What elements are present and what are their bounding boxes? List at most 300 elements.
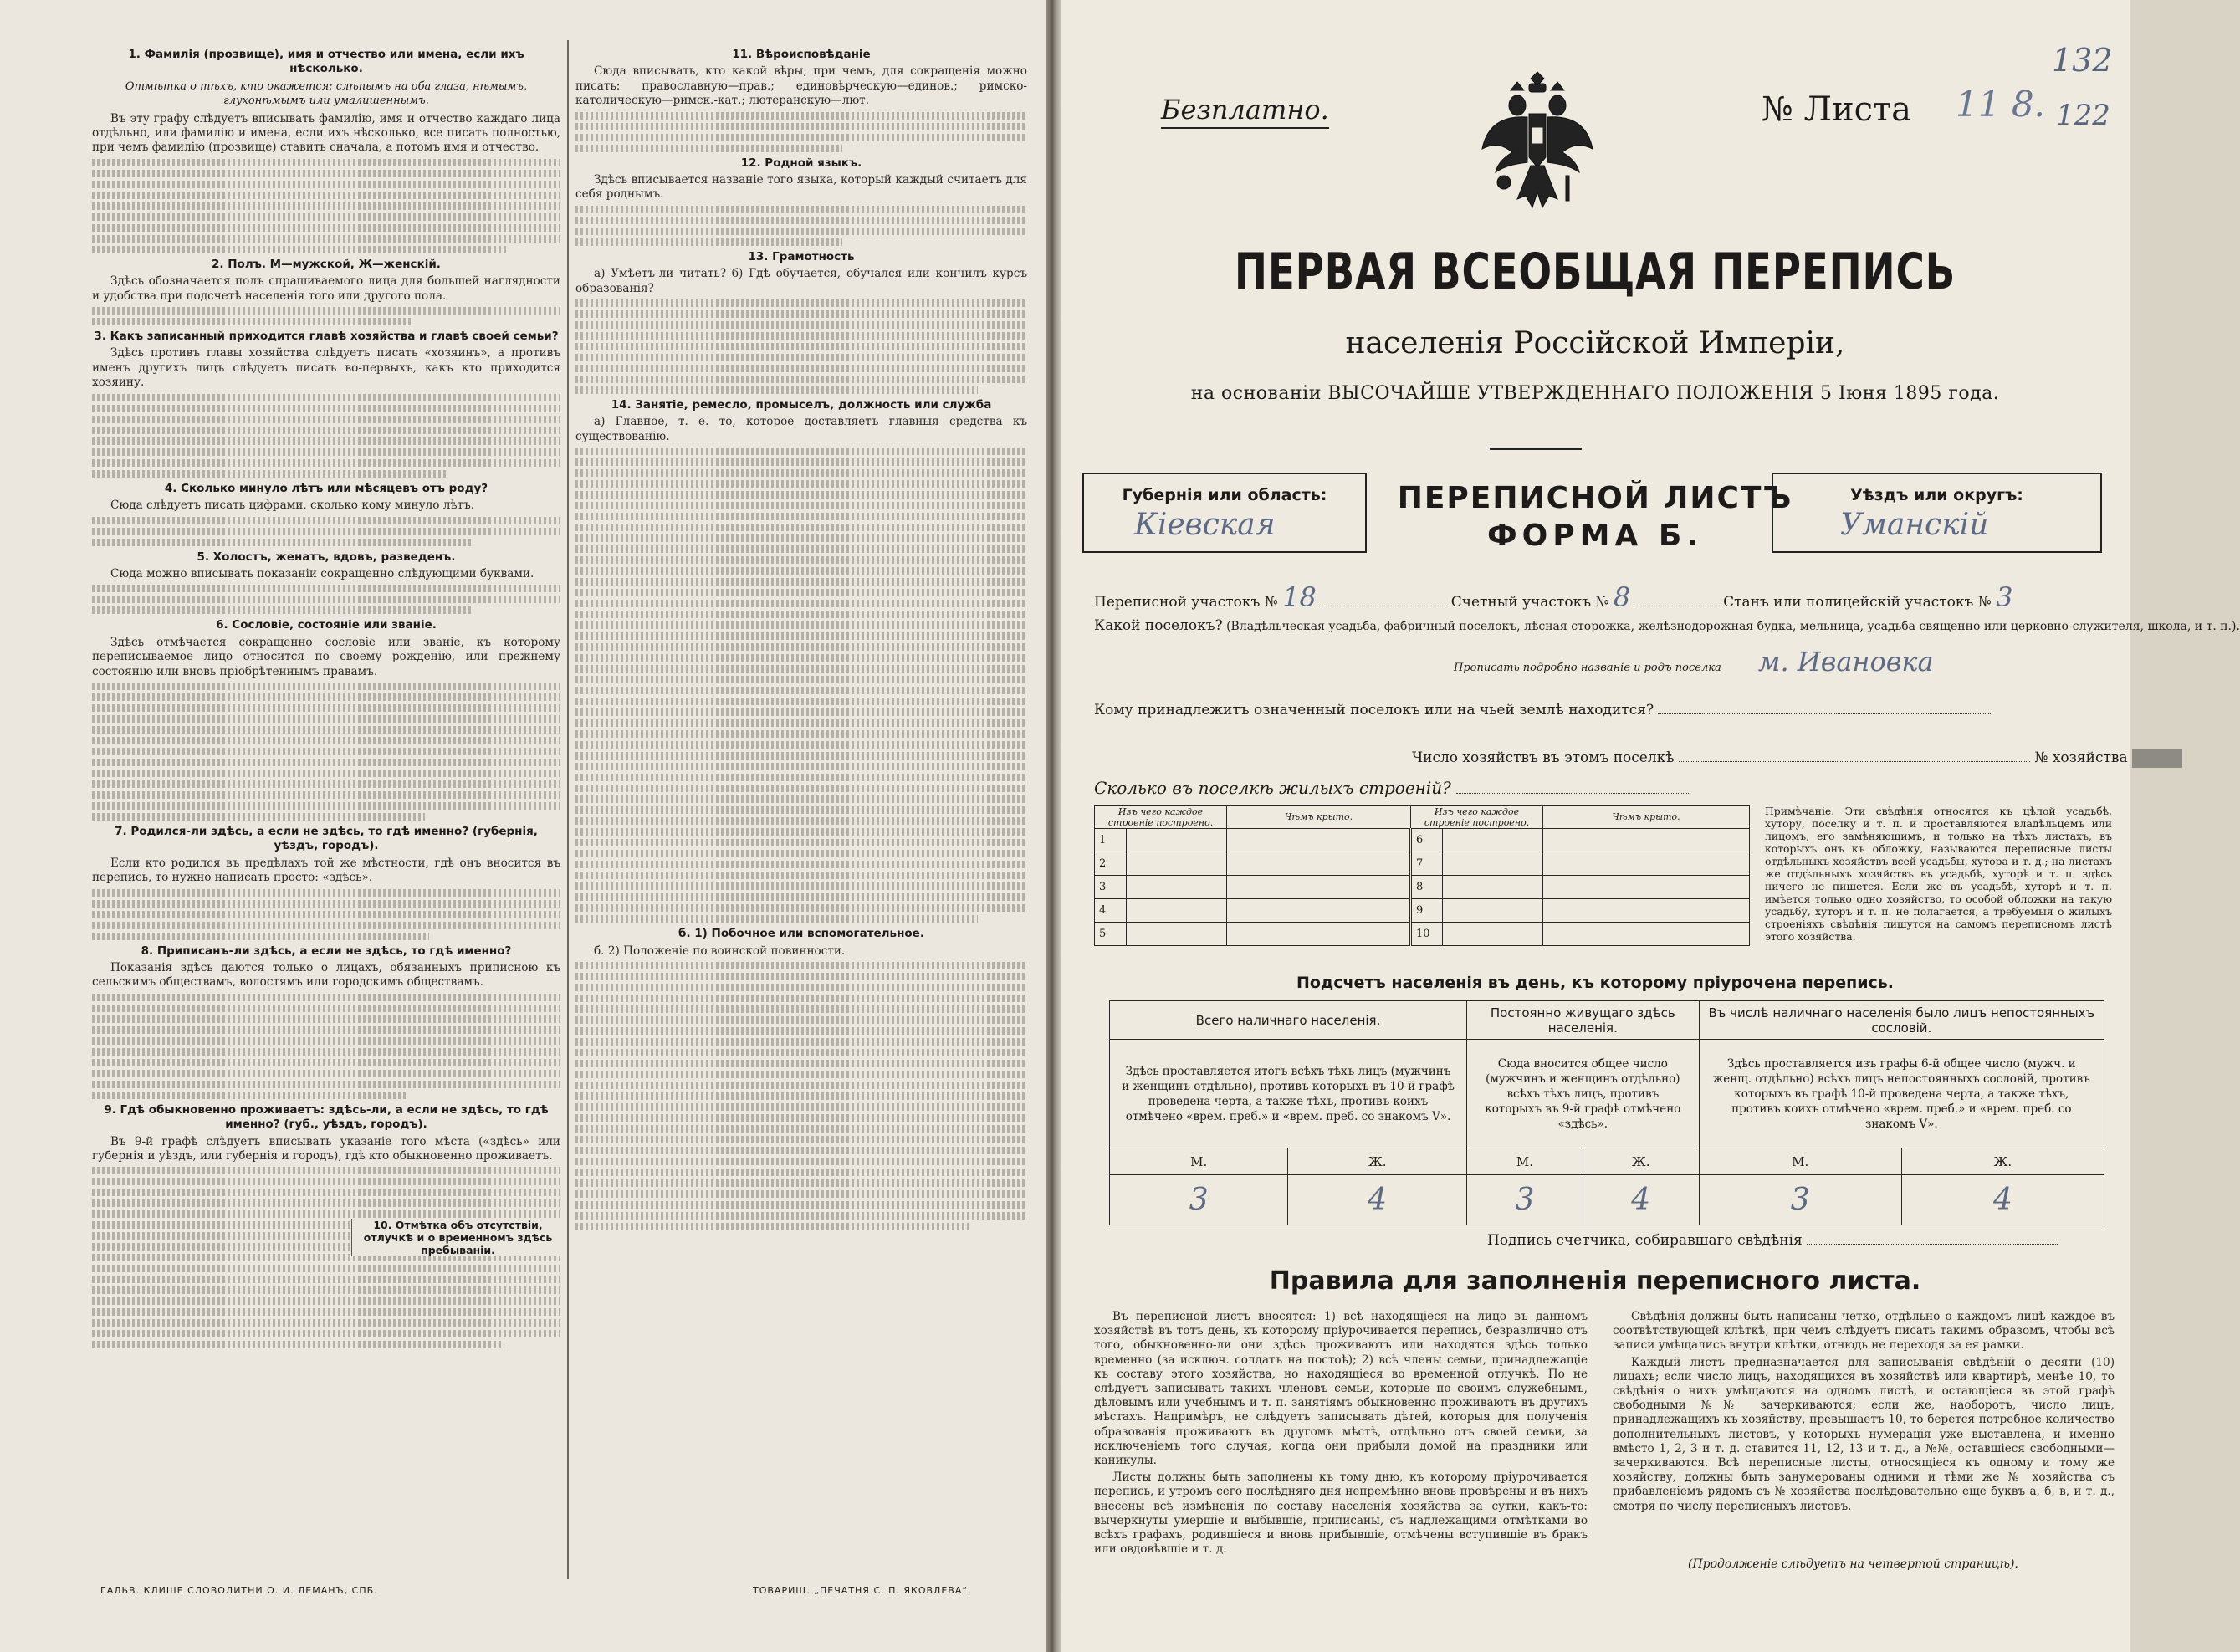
- section-body-lines: [92, 307, 560, 325]
- section-heading: 6. Сословіе, состояніе или званіе.: [216, 618, 437, 632]
- section-text: Здѣсь отмѣчается сокращенно сословіе или званіе, къ которому переписываемое лицо относится по своему рожденію, или прежнему состоянію или вновь пріобрѣтеннымъ правамъ.: [92, 635, 560, 678]
- settlement-hint-italic-line: [1454, 646, 1934, 678]
- cell[interactable]: [1127, 876, 1227, 899]
- text-line: [575, 984, 1027, 991]
- text-line: [575, 904, 1027, 912]
- owner-label: Кому принадлежитъ означенный поселокъ или на чьей землѣ находится?: [1094, 702, 1654, 719]
- section-text: Сюда слѣдуетъ писать цифрами, сколько кому минуло лѣтъ.: [110, 499, 475, 513]
- text-line: [575, 687, 1027, 694]
- table-row: [1095, 829, 1750, 852]
- buildings-header-roof-left: Чѣмъ крыто.: [1227, 806, 1411, 829]
- text-line: [575, 502, 1027, 509]
- instructions-page: [0, 0, 1046, 1652]
- settlement-hint: (Владѣльческая усадьба, фабричный поселокъ, лѣсная сторожка, желѣзнодорожная будка, мельница, усадьба священно или церковно-служителя, школа, и т. п.).: [1226, 620, 2240, 633]
- section-heading: 7. Родился-ли здѣсь, а если не здѣсь, то гдѣ именно? (губернія, уѣздъ, городъ).: [115, 824, 538, 853]
- table-row: [1095, 899, 1750, 923]
- text-line: [575, 1005, 1027, 1013]
- text-line: [92, 416, 560, 423]
- cell[interactable]: [1227, 852, 1411, 876]
- text-line: [575, 1136, 1027, 1143]
- text-line: [575, 1082, 1027, 1089]
- uezd-label: Уѣздъ или округъ:: [1850, 486, 2023, 504]
- text-line: [92, 770, 560, 777]
- text-line: [575, 915, 978, 923]
- rules-paragraph: Каждый листъ предназначается для записыванія свѣдѣній о десяти (10) лицахъ; если число лицъ, находящихся въ хозяйствѣ или квартирѣ, менѣе 10, то свѣдѣнія о нихъ умѣщаются на одномъ листѣ, и остающіеся въ этой графѣ свободными №№ зачеркиваются; если же, наоборотъ, число лицъ, принадлежащихъ къ хозяйству, превышаетъ 10, то берется потребное количество дополнительныхъ листовъ, у которыхъ нумерація уже выставлена, и именно вмѣсто 1, 2, 3 и т. д. ставится 11, 12, 13 и т. д., а №№, оставшіеся свободными—зачеркиваются. Всѣ переписные листы, относящіеся къ одному и тому же хозяйству, должны быть занумерованы одними и тѣми же № хозяйства съ прибавленіемъ рядомъ съ № хозяйства послѣдовательно еще буквъ а, б, в, и т. д., смотря по числу переписныхъ листовъ.: [1613, 1355, 2115, 1513]
- text-line: [575, 1201, 1027, 1209]
- population-count-heading: Подсчетъ населенія въ день, къ которому пріурочена перепись.: [1296, 974, 1895, 992]
- text-line: [92, 1319, 560, 1327]
- text-line: [92, 318, 411, 325]
- cell[interactable]: [1543, 852, 1750, 876]
- row-number: 2: [1095, 852, 1127, 876]
- text-line: [575, 774, 1027, 781]
- section-body-lines: [575, 206, 1027, 246]
- text-line: [575, 730, 1027, 738]
- text-line: [92, 1308, 560, 1316]
- text-line: [92, 1276, 560, 1283]
- row-number: 9: [1411, 899, 1443, 923]
- text-line: [92, 889, 560, 897]
- text-line: [575, 643, 1027, 651]
- printer-imprint-right: ТОВАРИЩ. „ПЕЧАТНЯ С. П. ЯКОВЛЕВА“.: [753, 1585, 972, 1596]
- count-district-value[interactable]: 8: [1613, 581, 1631, 613]
- printer-imprint-left: ГАЛЬВ. КЛИШЕ СЛОВОЛИТНИ О. И. ЛЕМАНЪ, СПБ.: [100, 1585, 378, 1596]
- text-line: [575, 828, 1027, 836]
- settlement-line: [1094, 617, 2240, 634]
- text-line: [92, 922, 560, 929]
- sheet-number-label: [1762, 90, 1911, 129]
- text-line: [575, 589, 1027, 596]
- section-text: Сюда можно вписывать показаніи сокращенно слѣдующими буквами.: [110, 566, 534, 581]
- text-line: [92, 780, 560, 788]
- section-body-lines: [92, 994, 560, 1099]
- text-line: [575, 872, 1027, 879]
- dotted-line: [1456, 780, 1690, 794]
- text-line: [92, 517, 560, 524]
- text-line: [575, 741, 1027, 749]
- text-line: [575, 600, 1027, 607]
- text-line: [575, 850, 1027, 857]
- section-heading: 12. Родной языкъ.: [740, 156, 862, 170]
- text-line: [92, 181, 560, 188]
- text-line: [92, 1015, 560, 1023]
- section-text: а) Главное, т. е. то, которое доставляетъ главныя средства къ существованію.: [575, 415, 1027, 443]
- text-line: [575, 806, 1027, 814]
- rules-column-1: [1094, 1310, 1588, 1559]
- text-line: [575, 1169, 1027, 1176]
- census-form-page: [1061, 0, 2240, 1652]
- text-line: [575, 1027, 1027, 1035]
- text-line: [92, 437, 560, 445]
- text-line: [575, 752, 1027, 760]
- text-line: [92, 159, 560, 166]
- text-line: [92, 585, 560, 592]
- text-line: [575, 1190, 1027, 1198]
- text-line: [575, 1071, 1027, 1078]
- text-line: [575, 238, 842, 246]
- section-text: Здѣсь противъ главы хозяйства слѣдуетъ писать «хозяинъ», а противъ именъ другихъ лицъ слѣдуетъ писать во-первыхъ, какъ кто приходится хозяину.: [92, 346, 560, 390]
- section-heading: 11. Вѣроисповѣданіе: [732, 48, 871, 61]
- text-line: [92, 606, 472, 614]
- count-table-values: [1110, 1175, 2104, 1225]
- text-line: [575, 973, 1027, 980]
- section-body-lines: [575, 112, 1027, 152]
- section-heading: 4. Сколько минуло лѣтъ или мѣсяцевъ отъ роду?: [164, 481, 488, 495]
- text-line: [575, 1103, 1027, 1111]
- row-number: 5: [1095, 923, 1127, 946]
- text-line: [92, 307, 560, 315]
- text-line: [92, 528, 560, 535]
- text-line: [575, 206, 1027, 213]
- permanent-male-value[interactable]: 3: [1467, 1175, 1583, 1225]
- text-line: [92, 202, 560, 210]
- section-heading: 1. Фамилія (прозвище), имя и отчество или имена, если ихъ нѣсколько.: [128, 48, 524, 76]
- section-text: б. 2) Положеніе по воинской повинности.: [594, 944, 846, 958]
- count-desc-permanent: Сюда вносится общее число (мужчинъ и женщинъ отдѣльно) всѣхъ тѣхъ лицъ, противъ которыхъ въ 9-й графѣ отмѣчено «здѣсь».: [1467, 1040, 1700, 1148]
- corner-archive-number-2: 122: [2056, 99, 2110, 132]
- uezd-box: [1772, 473, 2102, 553]
- rules-title: Правила для заполненія переписного листа.: [1269, 1266, 1921, 1296]
- section-heading: 5. Холостъ, женатъ, вдовъ, разведенъ.: [197, 550, 456, 564]
- section-heading: 14. Занятіе, ремесло, промыселъ, должность или служба: [611, 398, 992, 412]
- dotted-line: [1321, 593, 1446, 606]
- male-label: М.: [1699, 1148, 1901, 1175]
- buildings-label: Сколько въ поселкѣ жилыхъ строеній?: [1094, 778, 1451, 798]
- section-text: Въ эту графу слѣдуетъ вписывать фамилію, имя и отчество каждаго лица отдѣльно, или фамилію и имена, если ихъ нѣсколько, все писать полностью, при чемъ фамилію (прозвище) ставить сначала, а потомъ имя и отчество.: [92, 111, 560, 155]
- count-district-label: Счетный участокъ №: [1450, 594, 1609, 611]
- settlement-label: Какой поселокъ?: [1094, 617, 1223, 634]
- text-line: [575, 621, 1027, 629]
- signer-label: Подпись счетчика, собиравшаго свѣдѣнія: [1487, 1232, 1803, 1249]
- text-line: [92, 170, 560, 177]
- text-line: [92, 737, 560, 744]
- corner-archive-number-1: 132: [2052, 42, 2113, 79]
- text-line: [575, 1179, 1027, 1187]
- text-line: [575, 632, 1027, 640]
- row-number: 8: [1411, 876, 1443, 899]
- text-line: [92, 427, 560, 434]
- text-line: [92, 1070, 560, 1077]
- district-value[interactable]: 18: [1282, 581, 1317, 613]
- cell[interactable]: [1127, 852, 1227, 876]
- text-line: [92, 213, 560, 221]
- text-line: [92, 596, 560, 603]
- household-number-label: № хозяйства: [2034, 749, 2128, 766]
- text-line: [575, 995, 1027, 1002]
- text-line: [575, 567, 1027, 575]
- text-line: [575, 861, 1027, 868]
- text-line: [575, 698, 1027, 705]
- text-line: [575, 534, 1027, 542]
- text-line: [575, 354, 1027, 361]
- count-table-mf-labels: [1110, 1148, 2104, 1175]
- row-number: 7: [1411, 852, 1443, 876]
- count-header-permanent: Постоянно живущаго здѣсь населенія.: [1467, 1001, 1700, 1040]
- section-body-lines: [92, 517, 560, 546]
- buildings-table: [1094, 805, 1750, 946]
- instructions-column-1: [92, 43, 560, 1352]
- households-line: [1412, 749, 2182, 768]
- text-line: [92, 802, 560, 810]
- section-body-lines: [575, 962, 1027, 1230]
- signer-line: [1487, 1231, 2058, 1249]
- cell[interactable]: [1227, 923, 1411, 946]
- section-subheading: Отмѣтка о тѣхъ, кто окажется: слѣпымъ на оба глаза, нѣмымъ, глухонѣмымъ или умалишеннымъ.: [125, 79, 528, 108]
- population-count-table: [1109, 1000, 2104, 1225]
- text-line: [92, 470, 448, 478]
- text-line: [575, 513, 1027, 520]
- census-main-title: ПЕРВАЯ ВСЕОБЩАЯ ПЕРЕПИСЬ: [1234, 243, 1956, 301]
- text-line: [575, 123, 1027, 130]
- section-body-lines: [92, 159, 560, 253]
- text-line: [92, 1199, 560, 1207]
- dotted-line: [1679, 749, 2030, 762]
- buildings-header-roof-right: Чѣмъ крыто.: [1543, 806, 1750, 829]
- text-line: [575, 1158, 1027, 1165]
- text-line: [92, 246, 509, 253]
- cell[interactable]: [1127, 923, 1227, 946]
- household-number-redaction: [2132, 749, 2182, 768]
- section-text: а) Умѣетъ-ли читать? б) Гдѣ обучается, обучался или кончилъ курсъ образованія?: [575, 267, 1027, 295]
- male-label: М.: [1110, 1148, 1288, 1175]
- buildings-header-material-right: Изъ чего каждое строеніе построено.: [1411, 806, 1543, 829]
- section-body-lines: [92, 585, 560, 614]
- cell[interactable]: [1443, 876, 1543, 899]
- text-line: [92, 448, 560, 456]
- text-line: [575, 719, 1027, 727]
- text-line: [92, 539, 472, 546]
- text-line: [575, 882, 1027, 890]
- uezd-value[interactable]: Уманскій: [1840, 508, 1989, 542]
- column-divider: [567, 40, 569, 1579]
- text-line: [92, 1037, 560, 1045]
- table-row: [1095, 923, 1750, 946]
- instructions-column-2: [575, 43, 1027, 1234]
- text-line: [575, 1223, 969, 1230]
- text-line: [92, 1297, 560, 1305]
- district-line: [1094, 581, 2013, 613]
- cell[interactable]: [1227, 899, 1411, 923]
- text-line: [92, 1059, 560, 1066]
- section-text: Здѣсь обозначается полъ спрашиваемого лица для большей наглядности и удобства при подсчетѣ населенія того или другого пола.: [92, 274, 560, 303]
- section-text: Въ 9-й графѣ слѣдуетъ вписывать указаніе того мѣста («здѣсь» или губернія и уѣздъ, или губернія и городъ), гдѣ кто обыкновенно проживаетъ.: [92, 1134, 560, 1163]
- buildings-header-material-left: Изъ чего каждое строеніе построено.: [1095, 806, 1227, 829]
- female-label: Ж.: [1583, 1148, 1699, 1175]
- text-line: [575, 785, 1027, 792]
- text-line: [92, 693, 560, 701]
- text-line: [575, 654, 1027, 662]
- text-line: [575, 1049, 1027, 1056]
- text-line: [575, 1125, 1027, 1133]
- nonpermanent-male-value[interactable]: 3: [1699, 1175, 1901, 1225]
- cell[interactable]: [1227, 829, 1411, 852]
- dotted-line: [1658, 701, 1992, 714]
- text-line: [92, 1081, 560, 1088]
- sheet-number-handwritten: [1956, 84, 2045, 125]
- text-line: [92, 1189, 560, 1196]
- signature-field[interactable]: [1807, 1231, 2058, 1245]
- text-line: [92, 683, 560, 690]
- count-table-header: [1110, 1001, 2104, 1040]
- text-line: [575, 1016, 1027, 1024]
- double-headed-eagle-emblem: [1479, 65, 1596, 224]
- row-number: 4: [1095, 899, 1127, 923]
- section-body-lines: [575, 448, 1027, 923]
- count-desc-nonpermanent: Здѣсь проставляется изъ графы 6-й общее число (мужч. и женщ. отдѣльно) всѣхъ лицъ непостоянныхъ сословій, противъ которыхъ въ графѣ 10-й проведена черта, а также тѣхъ, противъ коихъ отмѣчено «врем. преб.» и «врем. преб. со знакомъ V».: [1699, 1040, 2104, 1148]
- section-text: Если кто родился въ предѣлахъ той же мѣстности, гдѣ онъ вносится въ перепись, то нужно написать просто: «здѣсь».: [92, 856, 560, 885]
- text-line: [92, 459, 560, 467]
- text-line: [92, 1048, 560, 1056]
- text-line: [92, 1005, 560, 1012]
- cell[interactable]: [1443, 923, 1543, 946]
- cell[interactable]: [1127, 899, 1227, 923]
- text-line: [92, 1178, 560, 1185]
- male-label: М.: [1467, 1148, 1583, 1175]
- text-line: [575, 795, 1027, 803]
- total-female-value[interactable]: 4: [1288, 1175, 1467, 1225]
- camp-label: Станъ или полицейскій участокъ №: [1723, 594, 1992, 611]
- text-line: [575, 491, 1027, 499]
- text-line: [92, 911, 560, 918]
- section-heading: 13. Грамотность: [748, 249, 855, 263]
- count-header-total: Всего наличнаго населенія.: [1110, 1001, 1467, 1040]
- sheet-number-suffix: 8.: [2011, 84, 2045, 125]
- section-heading: б. 1) Побочное или вспомогательное.: [678, 927, 924, 941]
- rules-paragraph: Листы должны быть заполнены къ тому дню, къ которому пріурочивается перепись, и утромъ сего послѣдняго дня непремѣнно вновь провѣрены и въ нихъ внесены всѣ измѣненія по составу населенія хозяйства за сутки, какъ-то: вычеркнуты умершіе и выбывшіе, приписаны, съ надлежащими отмѣтками во всѣхъ графахъ, родившіеся и вновь прибывшіе, отмѣчены вступившіе въ бракъ или овдовѣвшіе и т. д.: [1094, 1470, 1588, 1557]
- cell[interactable]: [1543, 876, 1750, 899]
- text-line: [575, 611, 1027, 618]
- cell[interactable]: [1543, 923, 1750, 946]
- text-line: [575, 524, 1027, 531]
- text-line: [92, 759, 560, 766]
- rules-paragraph: Свѣдѣнія должны быть написаны четко, отдѣльно о каждомъ лицѣ каждое въ соотвѣтствующей клѣткѣ, при чемъ слѣдуетъ писать такимъ образомъ, чтобы всѣ записи умѣщались внутри клѣтки, отнюдь не переходя за ея рамки.: [1613, 1310, 2115, 1353]
- text-line: [575, 310, 1027, 318]
- section-heading: 2. Полъ. М—мужской, Ж—женскій.: [212, 257, 441, 271]
- buildings-note: Примѣчаніе. Эти свѣдѣнія относятся къ цѣлой усадьбѣ, хутору, поселку и т. п. и проставляются владѣльцемъ или лицомъ, его замѣняющимъ, и только на тѣхъ листахъ, въ которыхъ онъ къ обложку, называются переписные листы отдѣльныхъ хозяйствъ всей усадьбы, хутора и т. д.; на листахъ же отдѣльныхъ хозяйствъ въ усадьбѣ, хуторѣ и т. п. здѣсь ничего не пишется. Если же въ усадьбѣ, хуторѣ и т. п. имѣется только одно хозяйство, то особой обложки на такую усадьбу, хуторъ и т. п. не полагается, а требуемыя о жилыхъ строеніяхъ свѣдѣнія пишутся на самомъ переписномъ листѣ этого хозяйства.: [1765, 805, 2112, 943]
- camp-value[interactable]: 3: [1996, 581, 2013, 613]
- cell[interactable]: [1127, 829, 1227, 852]
- text-line: [575, 343, 1027, 350]
- text-line: [575, 556, 1027, 564]
- free-label: Безплатно.: [1161, 94, 1329, 129]
- title-rule: [1490, 448, 1582, 450]
- section-text: Здѣсь вписывается названіе того языка, который каждый считаетъ для себя роднымъ.: [575, 173, 1027, 202]
- text-line: [575, 112, 1027, 120]
- section-text: Показанія здѣсь даются только о лицахъ, обязанныхъ приписною къ сельскимъ обществамъ, волостямъ или городскимъ обществамъ.: [92, 960, 560, 990]
- province-value[interactable]: Кіевская: [1134, 508, 1276, 542]
- text-line: [92, 933, 429, 940]
- page-fold: [1046, 0, 1061, 1652]
- cell[interactable]: [1227, 876, 1411, 899]
- text-line: [92, 704, 560, 712]
- sheet-number-caption: № Листа: [1762, 90, 1911, 129]
- text-line: [575, 1038, 1027, 1046]
- section-body-lines: [92, 683, 560, 821]
- text-line: [92, 224, 560, 232]
- dotted-line: [1635, 593, 1719, 606]
- cell[interactable]: [1543, 899, 1750, 923]
- table-row: [1095, 852, 1750, 876]
- text-line: [92, 715, 560, 723]
- text-line: [92, 994, 560, 1001]
- text-line: [92, 1265, 560, 1272]
- text-line: [575, 545, 1027, 553]
- text-line: [575, 817, 1027, 825]
- section-heading-10: 10. Отмѣтка объ отсутствіи, отлучкѣ и о временномъ здѣсь пребываніи.: [351, 1219, 560, 1256]
- female-label: Ж.: [1288, 1148, 1467, 1175]
- text-line: [575, 708, 1027, 716]
- text-line: [92, 394, 560, 401]
- rules-column-2: [1613, 1310, 2115, 1516]
- section-text: Сюда вписывать, кто какой вѣры, при чемъ, для сокращенія можно писать: православную—прав.; единовѣрческую—единов.; римско-католическую—римск.-кат.; лютеранскую—лют.: [575, 64, 1027, 108]
- text-line: [575, 376, 1027, 383]
- row-number: 1: [1095, 829, 1127, 852]
- text-line: [575, 332, 1027, 340]
- text-line: [575, 145, 842, 152]
- text-line: [575, 763, 1027, 770]
- text-line: [92, 1092, 406, 1099]
- text-line: [575, 448, 1027, 455]
- rules-paragraph: Въ переписной листъ вносятся: 1) всѣ находящіеся на лицо въ данномъ хозяйствѣ въ тотъ день, къ которому пріурочивается перепись, безразлично отъ того, обыкновенно-ли они здѣсь проживаютъ или находятся здѣсь только временно (за исключ. солдатъ на постоѣ); 2) всѣ члены семьи, принадлежащіе къ составу этого хозяйства, но находящіеся во временной отлучкѣ. По не слѣдуетъ записывать такихъ членовъ семьи, которые по своимъ служебнымъ, дѣловымъ или учебнымъ и т. п. занятіямъ обыкновенно проживаютъ въ другихъ мѣстахъ. Напримѣръ, не слѣдуетъ записывать дѣтей, которыя для полученія образованія проживаютъ въ другомъ мѣстѣ, отдѣльно отъ своей семьи, за исключеніемъ того случая, когда они прибыли домой на праздники или каникулы.: [1094, 1310, 1588, 1468]
- row-number: 6: [1411, 829, 1443, 852]
- text-line: [92, 813, 425, 821]
- text-line: [575, 665, 1027, 673]
- section-heading: 3. Какъ записанный приходится главѣ хозяйства и главѣ своей семьи?: [94, 330, 559, 344]
- buildings-line: [1094, 778, 1690, 798]
- settlement-value[interactable]: м. Ивановка: [1757, 646, 1934, 678]
- text-line: [92, 900, 560, 908]
- form-title: ФОРМА Б.: [1486, 519, 1704, 553]
- row-number: 10: [1411, 923, 1443, 946]
- census-legal-basis: на основаніи ВЫСОЧАЙШЕ УТВЕРЖДЕННАГО ПОЛОЖЕНІЯ 5 Іюня 1895 года.: [1190, 383, 2000, 404]
- text-line: [575, 676, 1027, 683]
- total-male-value[interactable]: 3: [1110, 1175, 1288, 1225]
- section-heading: 8. Приписанъ-ли здѣсь, а если не здѣсь, то гдѣ именно?: [141, 944, 512, 958]
- text-line: [575, 893, 1027, 901]
- text-line: [575, 469, 1027, 477]
- text-line: [575, 228, 1027, 235]
- cell[interactable]: [1443, 899, 1543, 923]
- sheet-number-value: 11: [1956, 84, 2001, 125]
- text-line: [92, 791, 560, 799]
- text-line: [92, 1210, 560, 1218]
- female-label: Ж.: [1901, 1148, 2104, 1175]
- owner-line: [1094, 701, 1992, 719]
- text-line: [575, 321, 1027, 329]
- permanent-female-value[interactable]: 4: [1583, 1175, 1699, 1225]
- text-line: [575, 299, 1027, 307]
- nonpermanent-female-value[interactable]: 4: [1901, 1175, 2104, 1225]
- text-line: [92, 1330, 560, 1337]
- text-line: [575, 386, 978, 394]
- cell[interactable]: [1543, 829, 1750, 852]
- cell[interactable]: [1443, 829, 1543, 852]
- section-heading: 9. Гдѣ обыкновенно проживаетъ: здѣсь-ли, а если не здѣсь, то гдѣ именно? (губ., уѣздъ, городъ).: [104, 1102, 549, 1132]
- text-line: [575, 1147, 1027, 1154]
- continued-note: (Продолженіе слѣдуетъ на четвертой страницѣ).: [1688, 1557, 2018, 1571]
- text-line: [575, 217, 1027, 224]
- text-line: [575, 839, 1027, 846]
- text-line: [92, 726, 560, 734]
- census-subtitle: населенія Россійской Имперіи,: [1345, 326, 1845, 361]
- section-body-lines: [575, 299, 1027, 394]
- settlement-hint-italic: Прописать подробно названіе и родъ поселка: [1454, 662, 1721, 674]
- text-line: [92, 405, 560, 412]
- text-line: [575, 134, 1027, 141]
- cell[interactable]: [1443, 852, 1543, 876]
- text-line: [575, 1212, 1027, 1220]
- text-line: [92, 748, 560, 755]
